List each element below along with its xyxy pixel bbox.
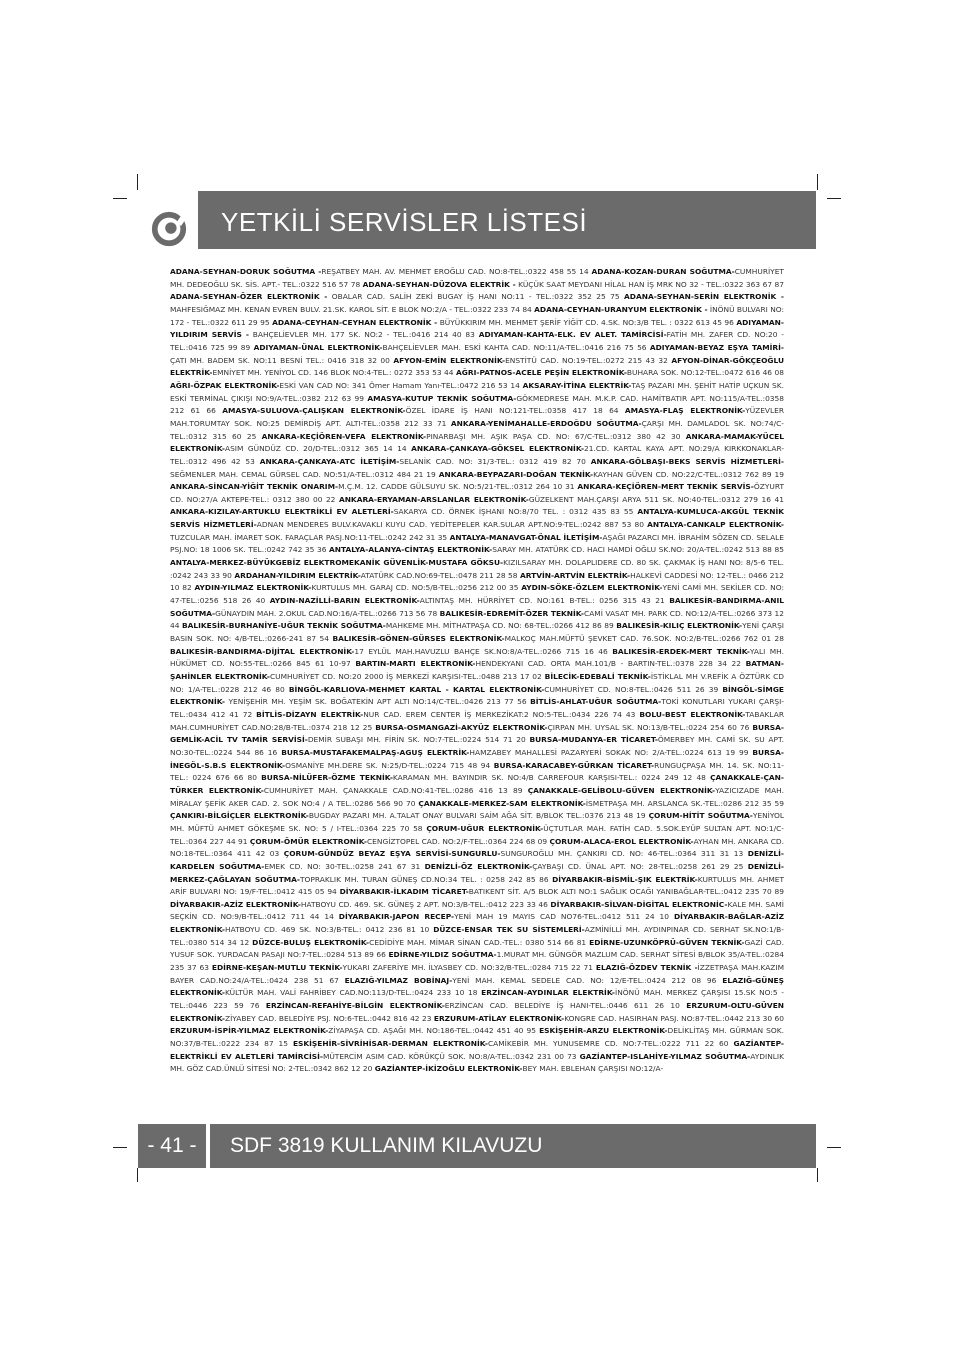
service-address: YENİ MAH 19 MAYIS CAD NO76-TEL.:0412 511 24 10 [454, 912, 674, 922]
service-address: BUHARA SOK. NO:12-TEL.:0472 616 46 08 [626, 368, 784, 378]
service-name: BURSA-MUDANYA-ER TİCARET- [529, 735, 658, 745]
service-address: 1.MURAT MH. GÜNGÖR MAZLUM CAD. SERHAT SİTESİ B/BLOK 35/A-TEL.:0284 235 37 63 [170, 950, 784, 973]
service-name: AYDIN-SÖKE-ÖZLEM ELEKTRONİK- [521, 583, 663, 593]
crop-mark [113, 198, 127, 199]
service-address: MAHKEME MH. MİTHATPAŞA CD. NO: 68-TEL.:0266 412 86 89 [385, 621, 617, 631]
service-name: DİYARBAKIR-SİLVAN-DİGİTAL ELEKTRONİC- [550, 899, 728, 909]
service-name: BURSA-MUSTAFAKEMALPAŞ-AGUŞ ELEKTRİK- [281, 747, 470, 757]
service-address: RUNGUÇPAŞA MH. 14. SK. NO:11-TEL.: 0224 676 66 80 [170, 760, 784, 783]
crop-mark [827, 1147, 841, 1148]
service-address: TOPRAKLIK MH. TURAN GÜNEŞ CD.NO:34 TEL. : 0258 242 85 86 [300, 874, 553, 884]
service-address: DEMİR SUBAŞI MH. FİRİN SK. NO:7-TEL.:0224 514 71 20 [307, 735, 530, 745]
service-address: ZİYABEY CAD. BELEDİYE PSJ. NO:6-TEL.:0442 816 42 23 [224, 1013, 434, 1023]
service-address: YUKARI ZAFERİYE MH. İLYASBEY CD. NO:32/B-TEL.:0284 715 22 71 [342, 963, 596, 973]
service-address: OBALAR CAD. SALİH ZEKİ BUGAY İŞ HANI NO:11 - TEL.:0322 352 25 75 [327, 292, 625, 302]
service-address: DELİKLİTAŞ MH. GÜRMAN SOK. NO:37/B-TEL.:0222 234 87 15 [170, 1026, 784, 1049]
service-address: CUMHURİYET MAH. ÇANAKKALE CAD.NO:41-TEL.:0286 416 13 89 [263, 785, 528, 795]
page-number: - 41 - [138, 1124, 206, 1168]
service-entry [375, 723, 752, 732]
service-address: İSMETPAŞA MH. ARSLANCA SK.-TEL.:0286 212 35 59 [585, 798, 784, 808]
crop-mark [113, 1147, 127, 1148]
service-name: GAZİANTEP-İKİZOĞLU ELEKTRONİK- [374, 1064, 523, 1074]
service-name: ADANA-CEYHAN-CEYHAN ELEKTRONİK - [272, 317, 438, 327]
service-entry [254, 343, 650, 352]
service-entry [234, 571, 520, 580]
service-address: HATBOYU CD. 469 SK. NO:3/B-TEL.: 0412 236 81 10 [224, 925, 434, 935]
service-address: HALKEVİ CADDESİ NO: 12-TEL.: 0466 212 10 82 [170, 570, 784, 593]
service-address: ÖZEL İDARE İŞ HANI NO:121-TEL.:0358 417 18 64 [405, 406, 625, 416]
service-address: KURTULUS MH. GARAJ CD. NO:5/B-TEL.:0256 212 00 35 [311, 583, 522, 593]
service-address: EMNİYET MH. YENİYOL CD. 146 BLOK NO:4-TEL.: 0272 353 53 44 [212, 368, 457, 378]
service-name: ADANA-SEYHAN-ÖZER ELEKTRONİK - [170, 292, 328, 302]
service-entry [345, 976, 723, 985]
service-name: AYDIN-YILMAZ ELEKTRONİK- [194, 583, 312, 593]
service-address: SELANİK CAD. NO: 31/3-TEL.: 0312 419 82 70 [399, 456, 591, 466]
service-name: DİYARBAKIR-JAPON RECEP- [338, 912, 455, 922]
service-name: ANKARA-ÇANKAYA-ATC İLETİŞİM- [259, 456, 400, 466]
service-entry [262, 432, 686, 441]
service-address: YENİ ÇARŞI BASIN SOK. NO: 4/B-TEL.:0266-241 87 54 [170, 621, 784, 644]
service-name: ANTALYA-MERKEZ-BÜYÜKGEBİZ ELEKTROMEKANİK GÜVENLİK- [170, 558, 429, 568]
service-name: AKSARAY-İTİNA ELEKTRİK- [522, 380, 632, 390]
service-name: ERZİNCAN-REFAHİYE-BİLGİN ELEKTRONİK- [265, 1001, 445, 1011]
service-name: ANKARA-MAMAK-YÜCEL ELEKTRONİK- [170, 431, 784, 454]
service-name: ERZURUM-OLTU-GÜVEN ELEKTRONİK- [170, 1001, 784, 1023]
service-name: BALIKESİR-ERDEK-MERT TEKNİK- [612, 646, 750, 656]
service-address: YÜZEVLER MAH.TORUMTAY SOK. NO:25 DEMİRDİŞ APT. ALTI-TEL.:0358 212 33 71 [170, 406, 784, 428]
service-name: DİYARBAKIR-AZİZ ELEKTRONİK- [170, 899, 301, 909]
service-name: ARDAHAN-YILDIRIM ELEKTRİK- [234, 570, 361, 580]
service-name: ANKARA-GÖLBAŞI-BEKS SERVİS HİZMETLERİ- [590, 456, 784, 466]
service-name: BİNGÖL-KARLIOVA-MEHMET KARTAL - KARTAL ELEKTRONİK- [288, 684, 545, 694]
service-name: EDİRNE-YILDIZ SOĞUTMA- [388, 950, 497, 960]
service-entry [272, 318, 736, 327]
service-entry [284, 849, 748, 858]
service-name: ADANA-SEYHAN-DÜZOVA ELEKTRİK - [362, 279, 516, 289]
service-address: HATBOYU CD. 469. SK. GÜNEŞ 2 APT. NO:3/B-TEL.:0412 223 33 46 [300, 899, 551, 909]
service-address: BAHÇELİEVLER MH. 177 SK. NO:2 - TEL.:0416 214 40 83 [248, 330, 479, 340]
crop-mark [817, 174, 818, 190]
service-name: AĞRI-ÖZPAK ELEKTRONİK- [170, 380, 280, 390]
service-name: DÜZCE-BULUŞ ELEKTRONİK- [252, 937, 370, 947]
service-entry [289, 685, 723, 694]
crop-mark [817, 1168, 818, 1182]
service-name: ADIYAMAN-BEYAZ EŞYA TAMİRİ- [649, 342, 784, 352]
service-name: ANKARA-ERYAMAN-ARSLANLAR ELEKTRONİK- [338, 494, 529, 504]
service-address: CENGİZTOPEL CAD. NO:2/F-TEL.:0364 224 68 09 [366, 836, 550, 846]
service-name: BARTIN-MARTI ELEKTRONİK- [355, 659, 476, 669]
service-address: SARAY MH. ATATÜRK CD. HACI HAMDİ OĞLU SK.NO: 20/A-TEL.:0242 513 88 85 [492, 545, 784, 555]
service-name: ESKİŞEHİR-SİVRİHİSAR-DERMAN ELEKTRONİK- [292, 1039, 488, 1049]
service-address: ENSTİTÜ CAD. NO:19-TEL.:0272 215 43 32 [505, 355, 672, 365]
service-name: ÇORUM-GÜNDÜZ BEYAZ EŞYA SERVİSİ-SUNGURLU- [283, 849, 501, 859]
service-name: ÇANKIRI-BİLGİÇLER ELEKTRONİK- [170, 811, 309, 821]
page-title: YETKİLİ SERVİSLER LİSTESİ [221, 207, 588, 237]
service-address: AYHAN MH. ANKARA CD. NO:18-TEL.:0364 411 42 03 [170, 836, 784, 859]
service-entry [256, 710, 639, 719]
service-name: BİTLİS-DİZAYN ELEKTRİK- [256, 709, 364, 719]
service-name: BURSA-GEMLİK-ACİL TV TAMİR SERVİSİ- [170, 722, 784, 745]
service-name: ANTALYA-KUMLUCA-AKGÜL TEKNİK SERVİS HİZMETLERİ- [170, 507, 784, 530]
service-address: PINARBAŞI MH. AŞIK PAŞA CD. NO: 67/C-TEL.:0312 380 42 30 [426, 431, 686, 441]
service-name: AĞRI-PATNOS-ACELE PEŞİN ELEKTRONİK- [456, 368, 627, 378]
service-address: HAMZABEY MAHALLESİ PAZARYERİ SOKAK NO: 2/A-TEL.:0224 613 19 99 [469, 747, 753, 757]
service-entry [194, 583, 521, 592]
service-address: ASIM GÜNDÜZ CD. 20/D-TEL.:0312 365 14 14 [224, 444, 412, 454]
service-name: BALIKESİR-GÖNEN-GÜRSES ELEKTRONİK- [332, 634, 505, 644]
service-name: ÇORUM-ÖMÜR ELEKTRONİK- [249, 836, 367, 846]
service-address: ALTINTAŞ MH. HÜRRİYET CD. NO:161 B-TEL.: 0256 315 43 21 [419, 596, 670, 606]
service-name: ANKARA-KIZILAY-ARTUKLU ELEKTRİKLİ EV ALETLERİ- [170, 507, 394, 517]
service-address: AYDINLIK MH. GÖZ CAD.ÜNLÜ SİTESİ NO: 2-TEL.:0342 862 12 20 [170, 1051, 784, 1074]
service-name: ADANA-SEYHAN-SERİN ELEKTRONİK - [624, 292, 784, 302]
service-entry [355, 659, 745, 668]
service-address: EMEK CD. NO: 30-TEL.:0258 241 67 31 [264, 861, 425, 871]
service-address: ÇIRPAN MH. UYSAL SK. NO:13/B-TEL.:0224 254 60 76 [547, 722, 753, 732]
service-entry [293, 1039, 734, 1048]
service-address: GÖKMEDRESE MAH. M.K.P. CAD. HAMİTBATIR APT. NO:115/A-TEL.:0358 212 61 66 [170, 393, 784, 416]
service-address: KÜLTÜR MAH. VALİ FAHRİBEY CAD.NO:113/D-TEL.:0424 233 10 18 [224, 988, 482, 998]
service-entry [170, 482, 577, 491]
service-entry [339, 912, 674, 921]
service-name: ÇORUM-HİTİT SOĞUTMA- [648, 811, 753, 821]
service-entry [456, 368, 784, 377]
service-name: DİYARBAKIR-BAĞLAR-AZİZ ELEKTRONİK- [170, 912, 784, 935]
service-entry [340, 887, 784, 896]
service-address: YALI MH. HÜKÜMET CD. NO:55-TEL.:0266 845 61 10-97 [170, 646, 784, 669]
service-name: ERZURUM-ATİLAY ELEKTRONİK- [433, 1013, 565, 1023]
service-entry [261, 773, 710, 782]
service-address: İNÖNÜ BULVARI NO: 172 - TEL.:0322 611 29 95 [170, 304, 784, 327]
service-name: AYDIN-NAZİLLİ-BARIN ELEKTRONİK- [269, 596, 420, 606]
service-address: KALE MH. SAMİ SEÇKİN CD. NO:9/B-TEL.:0412 711 44 14 [170, 899, 784, 922]
service-name: AMASYA-KUTUP TEKNİK SOĞUTMA- [367, 393, 517, 403]
service-name: EDİRNE-KEŞAN-MUTLU TEKNİK- [211, 963, 343, 973]
service-name: AFYON-DİNAR-GÖKÇEOĞLU ELEKTRİK- [170, 355, 784, 378]
service-name: ANTALYA-MANAVGAT-ÖNAL İLETİŞİM- [449, 532, 603, 542]
service-name: AFYON-EMİN ELEKTRONİK- [393, 355, 506, 365]
service-entry [439, 470, 784, 479]
service-name: ELAZIĞ-ÖZDEV TEKNİK - [595, 963, 698, 973]
service-address: GAZİ CAD. YUSUF SOK. YURDACAN PASAJI NO:7-TEL.:0284 513 89 66 [170, 937, 784, 960]
service-address: 21.CD. KARTAL KAYA APT. NO:29/A KIRKKONAKLAR-TEL.:0312 496 42 53 [170, 444, 784, 466]
service-name: BALIKESİR-EDREMİT-ÖZER TEKNİK- [439, 608, 584, 618]
service-name: GAZİANTEP-ELEKTRİKLİ EV ALETLERİ TAMİRCİSİ- [170, 1039, 784, 1061]
service-address: TAŞ PAZARI MH. ŞEHİT HATİP UÇKUN SK. ESKİ TERMİNAL ÇIKIŞI NO:9/A-TEL.:0382 212 63 99 [170, 380, 784, 403]
service-address: AZMİNİLLİ MH. AYDINPINAR CD. SERHAT SK.NO:1/B-TEL.:0380 514 34 12 [170, 925, 784, 947]
service-name: ELAZIĞ-GÜNEŞ ELEKTRONİK- [170, 975, 784, 998]
service-address: CEDİDİYE MAH. MİMAR SİNAN CAD.-TEL.: 0380 514 66 81 [369, 937, 590, 947]
service-entry [170, 267, 592, 276]
service-address: NUR CAD. EREM CENTER İŞ MERKEZİKAT:2 NO:5-TEL.:0434 226 74 43 [363, 709, 640, 719]
service-name: BURSA-KARACABEY-GÜRKAN TİCARET- [493, 760, 655, 770]
service-address: SAKARYA CD. ÖRNEK İŞHANI NO:8/70 TEL. : 0312 435 83 55 [393, 507, 638, 517]
service-address: 17 EYLÜL MAH.HAVUZLU BAHÇE SK.NO:8/A-TEL.:0266 715 16 46 [354, 646, 613, 656]
service-entry [332, 634, 784, 643]
service-name: MUSTAFA GÖKSU- [428, 558, 504, 568]
service-address: CUMHURİYET CD. NO:8-TEL.:0426 511 26 39 [544, 684, 723, 694]
service-name: ADANA-KOZAN-DURAN SOĞUTMA- [591, 267, 735, 276]
service-address: BÜYÜKKIRIM MH. MEHMET ŞERİF YİĞİT CD. 4.SK. NO:3/B TEL. : 0322 613 45 96 [437, 317, 737, 327]
service-entry [170, 811, 649, 820]
service-address: FATİH MH. ZAFER CD. NO:20 - TEL.:0416 725 99 89 [170, 330, 784, 352]
service-address: GÜZELKENT MAH.ÇARŞI ARYA 511 SK. NO:40-TEL.:0312 279 16 41 [528, 494, 784, 504]
service-name: ANKARA-YENİMAHALLE-ERDOĞDU SOĞUTMA- [450, 418, 642, 428]
service-address: BAHÇELİEVLER MAH. ESKİ KAHTA CAD. NO:11/A-TEL.:0416 216 75 56 [382, 342, 650, 352]
service-address: GÜNAYDIN MAH. 2.OKUL CAD.NO:16/A-TEL.:0266 713 56 78 [215, 608, 440, 618]
service-address: İZZETPAŞA MAH.KAZIM BAYER CAD.NO:24/A-TEL.:0424 238 51 67 [170, 963, 784, 985]
service-name: ESKİŞEHİR-ARZU ELEKTRONİK- [539, 1026, 668, 1036]
service-name: BOLU-BEST ELEKTRONİK- [639, 709, 746, 719]
service-address: ÇATI MH. BADEM SK. NO:11 BESNİ TEL.: 0416 318 32 00 [170, 355, 394, 365]
service-name: AMASYA-SULUOVA-ÇALIŞKAN ELEKTRONİK- [222, 406, 406, 416]
service-name: ÇORUM-ALACA-EROL ELEKTRONİK- [549, 836, 694, 846]
service-address: KONGRE CAD. HASIRHAN PASJ. NO:87-TEL.:0442 213 30 60 [564, 1013, 784, 1023]
service-address: CUMHURİYET CD. NO:20 2000 İŞ MERKEZİ KARŞISI-TEL.:0488 213 17 02 [269, 672, 545, 681]
service-entry [170, 558, 428, 567]
service-name: ARTVİN-ARTVİN ELEKTRİK- [519, 570, 631, 580]
service-name: BALIKESİR-BURHANİYE-UĞUR TEKNİK SOĞUTMA- [181, 621, 386, 631]
service-address: OSMANİYE MH.DERE SK. N:25/D-TEL.:0224 715 48 94 [285, 760, 494, 770]
service-address: TABAKLAR MAH.CUMHURİYET CAD.NO:28/B-TEL.:0374 218 12 25 [170, 709, 784, 732]
service-entry [170, 292, 624, 301]
service-address: MAHFESIĞMAZ MH. KENAN EVREN BULV. 21.SK. KAROL SİT. E BLOK NO:2/A - TEL.:0322 233 74 84 [170, 304, 535, 314]
service-name: BALIKESİR-BANDIRMA-DİJİTAL ELEKTRONİK- [170, 646, 355, 656]
service-name: ANTALYA-CANKALP ELEKTRONİK- [647, 520, 784, 530]
service-address: KARAMAN MH. BAYINDIR SK. NO:4/B CARREFOUR KARŞISI-TEL.: 0224 249 12 48 [392, 773, 711, 783]
service-entry [170, 647, 612, 656]
service-address: KAYHAN GÜVEN CD. NO:22/C-TEL.:0312 762 89 19 [593, 469, 784, 479]
service-address: TOKİ KONUTLARI YUKARI ÇARŞI-TEL.:0434 412 41 72 [170, 697, 784, 719]
service-address: YENİŞEHİR MH. YEŞİM SK. BOĞATEKİN APT ALTI NO:14/C-TEL.:0426 213 77 56 [224, 697, 531, 707]
crop-mark [137, 174, 138, 190]
service-name: BİLECİK-EDEBALİ TEKNİK- [544, 672, 651, 681]
service-address: KURTULUS MH. AHMET ARİF BULVARI NO: 19/F-TEL.:0412 415 05 94 [170, 874, 784, 897]
service-entry [170, 1026, 539, 1035]
service-address: ÖMERBEY MH. CAMİ SK. SU APT. NO:30-TEL.:0224 544 86 16 [170, 735, 784, 757]
service-address: YENİ CAMİ MH. SEKİLER CD. NO: 47-TEL.:0256 518 26 40 [170, 583, 784, 606]
service-address: BEY MAH. EBLEHAN ÇARŞISI NO:12/A- [522, 1064, 664, 1074]
service-name: ERZURUM-İSPİR-YILMAZ ELEKTRONİK- [170, 1026, 329, 1036]
service-entry [170, 507, 637, 516]
service-name: DENİZLİ-ÖZ ELEKTRONİK- [424, 861, 533, 871]
service-address: ÜÇTUTLAR MAH. FATİH CAD. 5.SOK.EYÜP SULTAN APT. NO:1/C-TEL.:0364 227 44 91 [170, 823, 784, 846]
service-address: MÜTERCİM ASIM CAD. KÖRÜKÇÜ SOK. NO:8/A-TEL.:0342 231 00 73 [322, 1051, 580, 1061]
service-entry [182, 621, 616, 630]
service-name: BİNGÖL-SİMGE ELEKTRONİK- [170, 684, 784, 707]
service-list [170, 266, 784, 1111]
service-address: ZİYAPAŞA CD. AŞAĞI MH. NO:186-TEL.:0442 451 40 95 [328, 1026, 540, 1036]
service-entry [418, 799, 784, 808]
service-entry [339, 495, 784, 504]
service-address: HENDEKYANI CAD. ORTA MAH.101/B - BARTIN-TEL.:0378 228 34 22 [475, 659, 746, 669]
service-name: ÇANAKKALE-ÇAN-TÜRKER ELEKTRONİK- [170, 773, 784, 795]
service-name: GAZİANTEP-ISLAHİYE-YILMAZ SOĞUTMA- [579, 1051, 751, 1061]
service-entry [434, 1014, 784, 1023]
service-name: BURSA-İNEGÖL-S.B.S ELEKTRONİK- [170, 747, 784, 770]
service-name: ANKARA-ÇANKAYA-GÖKSEL ELEKTRONİK- [411, 444, 585, 454]
service-name: ANTALYA-ALANYA-CİNTAŞ ELEKTRONİK- [329, 545, 493, 555]
service-name: BALIKESİR-KILIÇ ELEKTRONİK- [616, 621, 743, 631]
service-entry [270, 596, 669, 605]
service-name: DİYARBAKIR-BİSMİL-ŞIK ELEKTRİK- [552, 874, 698, 884]
service-name: BURSA-OSMANGAZİ-AKYÜZ ELEKTRONİK- [375, 722, 548, 732]
service-name: DENİZLİ-KARDELEN SOĞUTMA- [170, 849, 784, 871]
service-address: CAMİ VASAT MH. PARK CD. NO:12/A-TEL.:0266 373 12 44 [170, 608, 784, 631]
service-entry [252, 938, 589, 947]
service-name: ANKARA-SİNCAN-YİĞİT TEKNİK ONARIM- [170, 482, 339, 492]
service-address: İSTİKLAL MH V.REFİK A ÖZTÜRK CD NO: 1/A-TEL.:0228 212 46 80 [170, 672, 784, 694]
service-address: AŞAĞI PAZARCI MH. İBRAHİM SÖZEN CD. SELALE PSJ.NO: 18 1006 SK. TEL.:0242 742 35 36 [170, 532, 784, 555]
service-entry [363, 280, 784, 289]
service-entry [425, 862, 748, 871]
service-name: ADANA-SEYHAN-DORUK SOĞUTMA - [170, 267, 322, 276]
service-name: ADIYAMAN-ÜNAL ELEKTRONİK- [253, 342, 383, 352]
service-address: KIZILSARAY MH. DOLAPLIDERE CD. 80 SK. ÇAKMAK İŞ HANI NO: 8/5-6 TEL. :0242 243 33 90 [170, 558, 784, 580]
service-name: BURSA-NİLÜFER-ÖZME TEKNİK- [261, 773, 393, 783]
service-address: ÇARŞI MH. DAMLADOL SK. NO:74/C-TEL.:0312 315 60 25 [170, 418, 784, 441]
service-address: ERZİNCAN CAD. BELEDİYE İŞ HANI-TEL.:0446 611 26 10 [444, 1001, 687, 1011]
service-address: YENİYOL MH. MÜFTÜ AHMET GÖKEŞME SK. NO: 5 / I-TEL.:0364 225 70 58 [170, 811, 784, 833]
service-name: ANKARA-BEYPAZARI-DOĞAN TEKNİK- [438, 469, 594, 479]
service-name: DÜZCE-ENSAR TEK SU SİSTEMLERİ- [433, 925, 585, 935]
service-address: ESKİ VAN CAD NO: 341 Ömer Hamam Yanı-TEL.:0472 216 53 14 [279, 380, 523, 390]
service-name: ELAZIĞ-YILMAZ BOBİNAJ- [344, 975, 453, 985]
service-address: TUZCULAR MAH. İMARET SOK. FARAÇLAR PASJ.NO:11-TEL.:0242 242 31 35 [170, 532, 450, 542]
service-address: ÖZYURT CD. NO:27/A AKTEPE-TEL.: 0312 380 00 22 [170, 482, 784, 504]
crop-mark [827, 198, 841, 199]
service-name: ÇANAKKALE-MERKEZ-SAM ELEKTRONİK- [418, 798, 586, 808]
service-name: ANKARA-KEÇİÖREN-VEFA ELEKTRONİK- [261, 431, 427, 441]
service-address: BATIKENT SİT. A/5 BLOK ALTI NO:1 SAĞLIK OCAĞI YANIBAĞLAR-TEL.:0412 235 70 89 [468, 887, 784, 897]
service-address: ADNAN MENDERES BULV.KAVAKLI KUYU CAD. YEDİTEPELER KAR.SULAR APT.NO:9-TEL.:0242 887 53 80 [256, 520, 648, 530]
service-entry [329, 545, 784, 554]
service-address: ÇAYBAŞI CD. ÜNAL APT. NO: 28-TEL.:0258 261 29 25 [532, 861, 748, 871]
service-address: SUNGUROĞLU MH. ÇANKIRI CD. NO: 46-TEL.:0364 311 31 13 [500, 849, 748, 859]
service-entry [266, 1001, 686, 1010]
service-address: SEĞMENLER MAH. CEMAL GÜRSEL CAD. NO:51/A-TEL.:0312 484 21 19 [170, 469, 439, 479]
service-address: KÜÇÜK SAAT MEYDANI HİLAL HAN İŞ MRK NO 32 - TEL.:0322 363 67 87 [515, 279, 784, 289]
service-name: ÇANAKKALE-GELİBOLU-GÜVEN ELEKTRONİK- [527, 785, 716, 795]
service-name: ADIYAMAN-KAHTA-ELK. EV ALET. TAMİRCİSİ- [478, 330, 667, 340]
service-address: M.Ç.M. 12. CADDE GÜLSUYU SK. NO:5/21-TEL.:0312 264 10 31 [338, 482, 578, 492]
service-name: ÇORUM-UĞUR ELEKTRONİK- [426, 823, 544, 833]
service-name: BİTLİS-AHLAT-UĞUR SOĞUTMA- [530, 697, 662, 707]
service-name: ERZİNCAN-AYDINLAR ELEKTRİK- [481, 988, 616, 998]
service-name: ANKARA-KEÇİÖREN-MERT TEKNİK SERVİS- [577, 482, 754, 492]
service-address: MALKOÇ MAH.MÜFTÜ ŞEVKET CAD. 76.SOK. NO:2/B-TEL.:0266 762 01 28 [504, 634, 784, 644]
service-name: DİYARBAKIR-İLKADIM TİCARET- [339, 887, 469, 897]
service-entry [375, 1064, 663, 1073]
manual-title: SDF 3819 KULLANIM KILAVUZU [230, 1134, 543, 1157]
crop-mark [137, 1168, 138, 1182]
service-address: İNÖNÜ MAH. MERKEZ ÇARŞISI 15.SK NO:5 -TEL.:0446 223 59 76 [170, 988, 784, 1011]
service-address: BUGDAY PAZARI MH. A.TALAT ONAY BULVARI SAİM AĞA SİT. B/BLOK TEL.:0376 213 48 19 [308, 811, 649, 821]
service-entry [393, 356, 671, 365]
service-address: YENİ MAH. KEMAL SEDELE CAD. NO: 12/E-TEL.:0424 212 08 96 [452, 975, 723, 985]
service-entry [260, 457, 591, 466]
service-address: CUMHURİYET MH. DEDEOĞLU SK. SİS. APT.- TEL.:0322 516 57 78 [170, 267, 784, 289]
service-address: ATATÜRK CAD.NO:69-TEL.:0478 211 28 58 [360, 570, 520, 580]
service-name: AMASYA-FLAŞ ELEKTRONİK- [624, 406, 746, 416]
service-entry [281, 748, 752, 757]
service-address: CAMİKEBİR MH. YUNUSEMRE CD. NO:7-TEL.:0222 711 22 60 [487, 1039, 734, 1049]
service-address: REŞATBEY MAH. AV. MEHMET EROĞLU CAD. NO:8-TEL.:0322 458 55 14 [321, 267, 592, 276]
service-name: BALIKESİR-BANDIRMA-ANIL SOĞUTMA- [170, 596, 784, 618]
service-entry [250, 837, 550, 846]
service-entry [222, 406, 625, 415]
service-address: YAZICIZADE MAH. MİRALAY ŞEFİK AKER CAD. 2. SOK NO:4 / A TEL.:0286 566 90 70 [170, 785, 784, 808]
service-name: ADIYAMAN-YILDIRIM SERVİS - [170, 317, 784, 340]
service-entry [170, 900, 550, 909]
service-name: EDİRNE-UZUNKÖPRÜ-GÜVEN TEKNİK- [589, 937, 745, 947]
service-name: ADANA-CEYHAN-URANYUM ELEKTRONİK - [534, 304, 708, 314]
brand-logo-icon [150, 210, 188, 248]
service-entry [170, 381, 523, 390]
service-name: BATMAN-ŞAHİNLER ELEKTRONİK- [170, 659, 784, 681]
service-entry [212, 963, 596, 972]
service-name: DENİZLİ-MERKEZ-ÇAĞLAYAN SOĞUTMA- [170, 861, 784, 884]
